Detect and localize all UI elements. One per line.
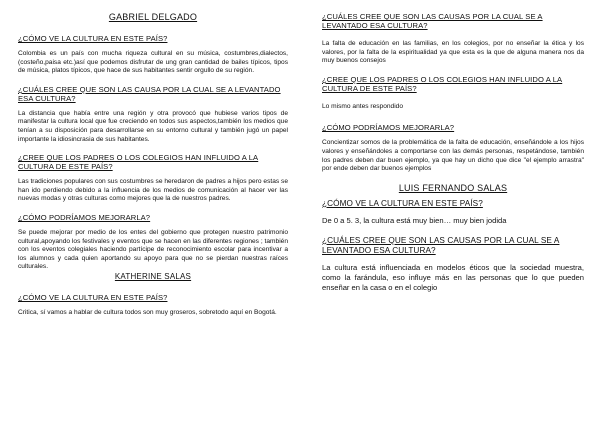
answer-text: De 0 a 5. 3, la cultura está muy bien… muy bien jodida — [322, 215, 507, 225]
question-heading: ¿CÓMO VE LA CULTURA EN ESTE PAÍS? — [18, 34, 168, 43]
question-heading: ¿CREE QUE LOS PADRES O LOS COLEGIOS HAN INFLUIDO A LA CULTURA DE ESTE PAÍS? — [322, 74, 563, 93]
question-heading: ¿CÓMO VE LA CULTURA EN ESTE PAÍS? — [322, 198, 483, 208]
left-column — [18, 12, 288, 327]
question-heading: ¿CUÁLES CREE QUE SON LAS CAUSAS POR LA CUAL SE A LEVANTADO ESA CULTURA? — [322, 235, 560, 255]
answer-text: Lo mismo antes respondido — [322, 102, 404, 110]
question-heading: ¿CUÁLES CREE QUE SON LAS CAUSAS POR LA CUAL SE A LEVANTADO ESA CULTURA? — [322, 12, 543, 30]
author-name: LUIS FERNANDO SALAS — [398, 182, 508, 193]
question-heading: ¿CREE QUE LOS PADRES O LOS COLEGIOS HAN INFLUIDO A LA CULTURA DE ESTE PAÍS? — [18, 153, 259, 172]
answer-text: Se puede mejorar por medio de los entes del gobierno que protegen nuestro patrimonio cultural,apoyando los festivales y eventos que se hacen en las diferentes regiones ; también con los eventos colegiales haciendo partícipe de reconocimiento escolar para incentivar a los alumnos y cada quien aportando su apoyo para que no se pierdan nuestras raíces culturales. — [18, 228, 288, 271]
answer-text: Concientizar somos de la problemática de la falta de educación, enseñándole a los hijos valores y enseñándoles a comportarse con las demás personas, respetándose, también los padres deben dar buen ejemplo, ya que hay un dicho que dice "el ejemplo arrastra" por ende deben dar buenos ejemplos — [322, 139, 584, 173]
answer-text: La falta de educación en las familias, en los colegios, por no enseñar la ética y los valores, por la falta de la espiritualidad ya que esta es la que de alguna manera nos da muy buenos consejos — [322, 40, 584, 65]
answer-text: La cultura está influenciada en modelos éticos que la sociedad muestra, como la farándula, eso influye más en las personas que lo que pueden enseñar en la casa o en el colegio — [322, 262, 584, 292]
question-heading: ¿CÓMO PODRÍAMOS MEJORARLA? — [322, 123, 455, 133]
answer-text: Colombia es un país con mucha riqueza cultural en su música, costumbres,dialectos,(costeño,paisa etc.)así que podemos disfrutar de ung gran cantidad de bailes típicos, tipos de música, platos típicos, que hace de sus habitantes sentir orgullo de su región. — [18, 50, 288, 75]
answer-text: Las tradiciones populares con sus costumbres se heredaron de padres a hijos pero estas se han ido perdiendo debido a la influencia de los medios de comunicación al hacer ver las nuevas modas y otras culturas como mejores que la de nuestros padres. — [18, 178, 288, 203]
author-name: GABRIEL DELGADO — [108, 12, 198, 22]
answer-text: La distancia que había entre una región y otra provocó que hubiese varios tipos de manifestar la cultura local que fue creciendo en todos sus aspectos,también los medios que tenían a su disposición para desarrollarse en su entorno cultural y también jugó un papel importante la idiosincrasia de sus habitantes. — [18, 109, 288, 143]
author-name: KATHERINE SALAS — [114, 271, 192, 281]
question-heading: ¿CÓMO VE LA CULTURA EN ESTE PAÍS? — [18, 292, 168, 302]
question-heading: ¿CUÁLES CREE QUE SON LAS CAUSA POR LA CUAL SE A LEVANTADO ESA CULTURA? — [18, 84, 281, 103]
right-column — [322, 12, 584, 302]
answer-text: Critica, sí vamos a hablar de cultura todos son muy groseros, sobretodo aquí en Bogotá. — [18, 308, 277, 316]
question-heading: ¿CÓMO PODRÍAMOS MEJORARLA? — [18, 212, 151, 222]
